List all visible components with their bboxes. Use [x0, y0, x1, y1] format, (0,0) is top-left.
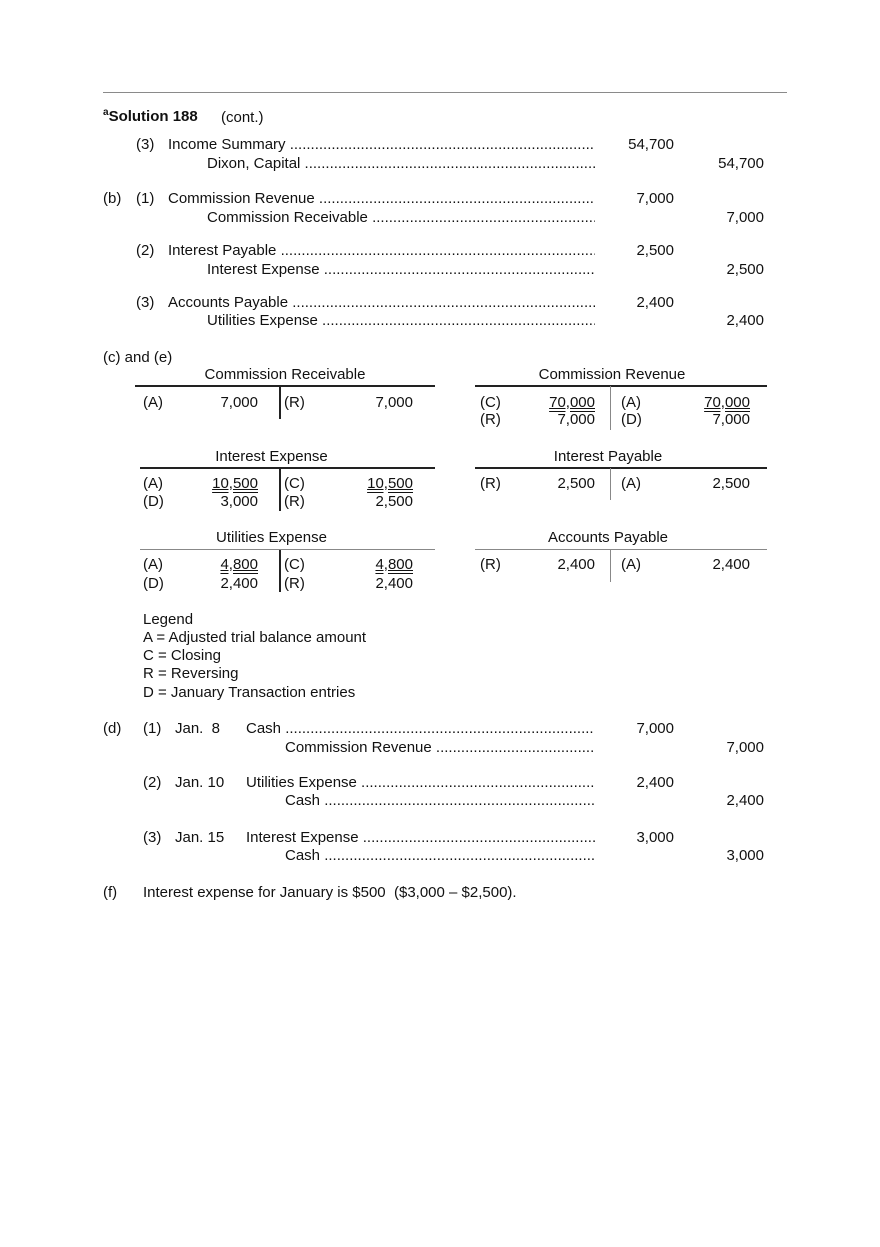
title-cont: (cont.)	[221, 109, 264, 126]
t-entry-amount: 4,800	[220, 556, 258, 573]
t-entry-code: (A)	[143, 556, 163, 573]
part-f-text: Interest expense for January is $500 ($3,000 – $2,500).	[143, 884, 517, 901]
debit-account: Cash .....	[246, 720, 595, 738]
entry-number: (3)	[143, 829, 162, 846]
credit-account: Cash .....	[285, 792, 595, 810]
entry-date: Jan. 15	[175, 829, 225, 846]
top-rule	[103, 92, 787, 93]
credit-account: Commission Receivable .....	[207, 209, 595, 227]
t-entry-amount: 2,500	[375, 493, 413, 510]
t-account-top-rule	[135, 385, 435, 387]
debit-account: Commission Revenue .....	[168, 190, 595, 208]
credit-account: Interest Expense .....	[207, 261, 595, 279]
debit-amount: 2,400	[636, 774, 674, 791]
credit-amount: 2,400	[726, 792, 764, 809]
t-entry-code: (C)	[480, 394, 501, 411]
t-entry-code: (C)	[284, 475, 305, 492]
legend-item: R = Reversing	[143, 665, 239, 682]
t-account-top-rule	[475, 385, 767, 387]
title-superscript: a	[103, 107, 109, 118]
t-entry-code: (R)	[480, 556, 501, 573]
t-account-top-rule	[140, 467, 435, 469]
t-entry-code: (A)	[621, 394, 641, 411]
part-f-label: (f)	[103, 884, 118, 901]
credit-amount: 2,400	[726, 312, 764, 329]
part-b-label: (b)	[103, 190, 122, 207]
t-entry-code: (R)	[284, 575, 305, 592]
credit-account: Commission Revenue .....	[285, 739, 595, 757]
t-entry-code: (D)	[621, 411, 642, 428]
t-entry-code: (R)	[480, 475, 501, 492]
entry-number: (1)	[136, 190, 155, 207]
credit-amount: 7,000	[726, 739, 764, 756]
debit-amount: 3,000	[636, 829, 674, 846]
t-account-divider	[610, 550, 611, 582]
entry-date: Jan. 8	[175, 720, 221, 737]
t-entry-amount: 70,000	[549, 394, 595, 411]
t-entry-amount: 10,500	[367, 475, 413, 492]
debit-account: Accounts Payable .....	[168, 294, 595, 312]
t-entry-amount: 4,800	[375, 556, 413, 573]
entry-number: (1)	[143, 720, 162, 737]
t-entry-amount: 70,000	[704, 394, 750, 411]
t-account-divider	[279, 386, 281, 419]
t-entry-amount: 7,000	[557, 411, 595, 428]
t-entry-code: (A)	[621, 475, 641, 492]
t-entry-code: (A)	[143, 475, 163, 492]
debit-amount: 2,400	[636, 294, 674, 311]
t-entry-code: (R)	[284, 394, 305, 411]
part-d-label: (d)	[103, 720, 122, 737]
entry-number: (2)	[143, 774, 162, 791]
entry-number: (2)	[136, 242, 155, 259]
credit-account: Utilities Expense .....	[207, 312, 595, 330]
t-entry-amount: 2,500	[557, 475, 595, 492]
t-entry-amount: 7,000	[712, 411, 750, 428]
debit-account: Utilities Expense .....	[246, 774, 595, 792]
t-entry-amount: 2,500	[712, 475, 750, 492]
t-account-divider	[279, 468, 281, 511]
t-entry-amount: 2,400	[712, 556, 750, 573]
part-ce-label: (c) and (e)	[103, 349, 173, 366]
debit-amount: 2,500	[636, 242, 674, 259]
t-entry-code: (R)	[284, 493, 305, 510]
t-account-title: Commission Revenue	[538, 366, 686, 383]
legend-item: C = Closing	[143, 647, 221, 664]
legend-title: Legend	[143, 611, 194, 628]
legend-item: D = January Transaction entries	[143, 684, 356, 701]
t-account-top-rule	[475, 467, 767, 469]
t-entry-amount: 10,500	[212, 475, 258, 492]
t-entry-code: (A)	[143, 394, 163, 411]
credit-account: Cash .....	[285, 847, 595, 865]
debit-account: Interest Payable .....	[168, 242, 595, 260]
t-entry-amount: 3,000	[220, 493, 258, 510]
t-entry-code: (R)	[480, 411, 501, 428]
t-account-title: Interest Expense	[215, 448, 328, 465]
t-account-title: Interest Payable	[553, 448, 663, 465]
debit-amount: 7,000	[636, 190, 674, 207]
debit-account: Income Summary .....	[168, 136, 595, 154]
credit-amount: 2,500	[726, 261, 764, 278]
t-entry-amount: 2,400	[220, 575, 258, 592]
credit-amount: 7,000	[726, 209, 764, 226]
solution-title	[103, 108, 198, 128]
legend-item: A = Adjusted trial balance amount	[143, 629, 367, 646]
debit-amount: 7,000	[636, 720, 674, 737]
t-entry-code: (D)	[143, 493, 164, 510]
title-text: Solution 188	[108, 108, 198, 125]
credit-amount: 54,700	[718, 155, 764, 172]
t-entry-amount: 2,400	[375, 575, 413, 592]
t-account-title: Commission Receivable	[204, 366, 366, 383]
t-account-top-rule	[140, 549, 435, 550]
t-account-divider	[610, 468, 611, 500]
entry-date: Jan. 10	[175, 774, 225, 791]
entry-number: (3)	[136, 136, 155, 153]
debit-account: Interest Expense .....	[246, 829, 595, 847]
t-entry-code: (A)	[621, 556, 641, 573]
t-entry-code: (C)	[284, 556, 305, 573]
t-entry-amount: 7,000	[220, 394, 258, 411]
t-entry-amount: 7,000	[375, 394, 413, 411]
t-entry-code: (D)	[143, 575, 164, 592]
debit-amount: 54,700	[628, 136, 674, 153]
t-account-title: Accounts Payable	[547, 529, 669, 546]
entry-number: (3)	[136, 294, 155, 311]
credit-account: Dixon, Capital .....	[207, 155, 595, 173]
t-account-divider	[279, 550, 281, 592]
t-account-title: Utilities Expense	[216, 529, 327, 546]
t-account-top-rule	[475, 549, 767, 550]
credit-amount: 3,000	[726, 847, 764, 864]
t-account-divider	[610, 386, 611, 430]
t-entry-amount: 2,400	[557, 556, 595, 573]
